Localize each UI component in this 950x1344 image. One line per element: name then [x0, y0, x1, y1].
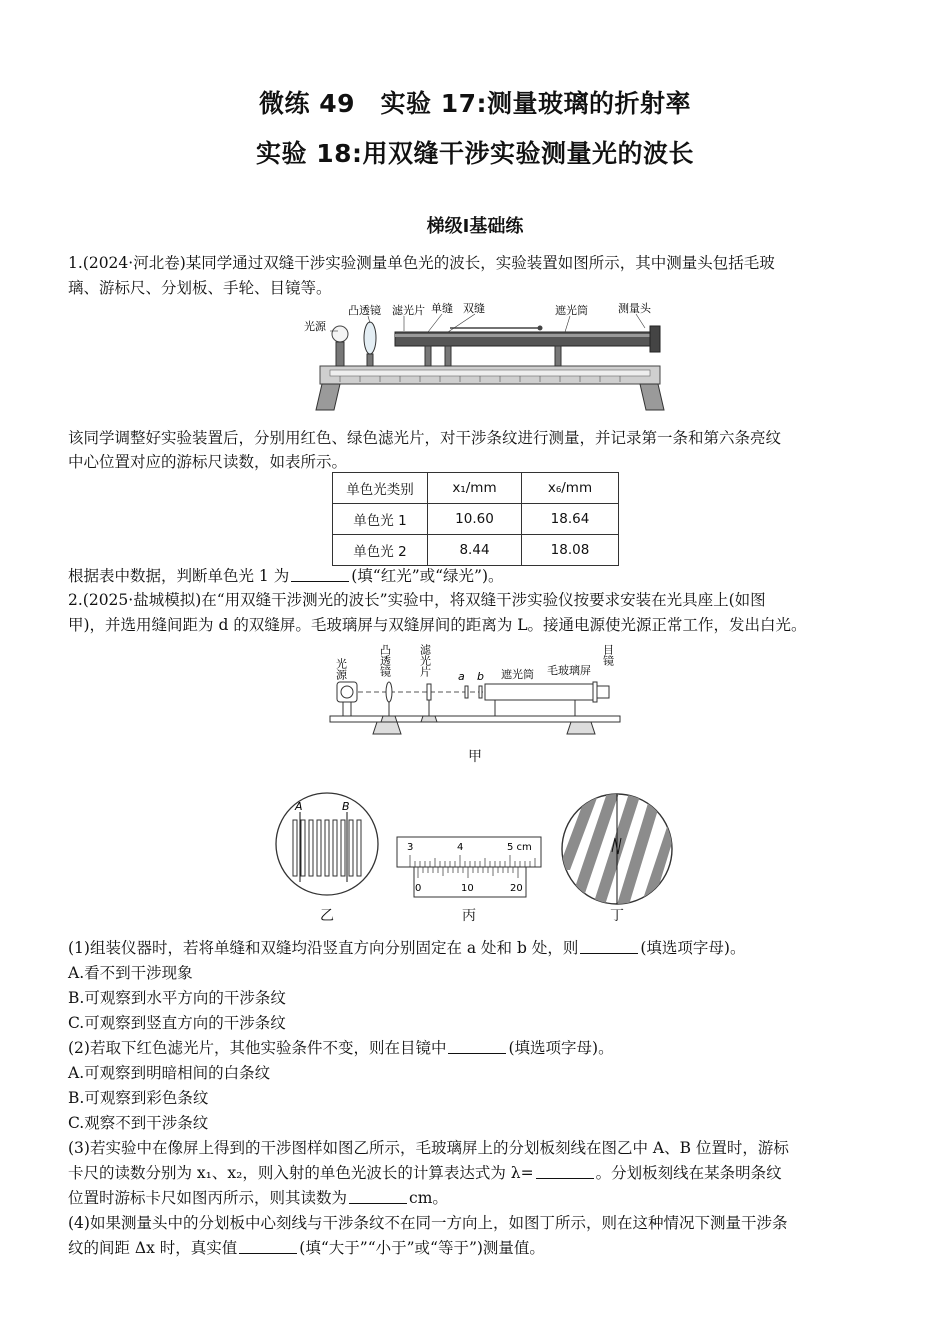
label-double-slit: 双缝: [463, 302, 485, 315]
q2-part2-option-a: A.可观察到明暗相间的白条纹: [68, 1064, 271, 1082]
caption-yi: 乙: [320, 908, 334, 924]
q2-part1-a: (1)组装仪器时，若将单缝和双缝均沿竖直方向分别固定在 a 处和 b 处，则: [68, 939, 579, 957]
q1-text-line2: 璃、游标尺、分划板、手轮、目镜等。: [68, 279, 332, 297]
q1-question-a: 根据表中数据，判断单色光 1 为: [68, 567, 290, 585]
q2-part1-b: (填选项字母)。: [640, 939, 746, 957]
table-header-cell: x₁/mm: [428, 473, 522, 504]
table-cell: 单色光 2: [333, 535, 428, 566]
label-light-source: 光源: [304, 320, 326, 333]
q2-part3-line3-a: 位置时游标卡尺如图丙所示，则其读数为: [68, 1189, 348, 1207]
q2-part3-line1: (3)若实验中在像屏上得到的干涉图样如图乙所示，毛玻璃屏上的分划板刻线在图乙中 A、B 位置时，游标: [68, 1139, 789, 1157]
vernier-scale-label: 0: [415, 883, 422, 894]
answer-blank[interactable]: [448, 1038, 506, 1054]
vernier-scale-label: 10: [461, 883, 474, 894]
q2-part2-a: (2)若取下红色滤光片，其他实验条件不变，则在目镜中: [68, 1039, 447, 1057]
page-title-line1: 微练 49 实验 17:测量玻璃的折射率: [259, 89, 691, 118]
caption-jia: 甲: [468, 749, 482, 765]
q1-data-table: [332, 472, 619, 566]
label-convex-lens: 凸透镜: [348, 304, 381, 317]
jia-label-light-tube: 遮光筒: [501, 668, 534, 681]
table-header-cell: 单色光类别: [333, 473, 428, 504]
caption-ding: 丁: [610, 908, 624, 924]
q1-question-b: (填“红光”或“绿光”)。: [351, 567, 504, 585]
q1-after-line2: 中心位置对应的游标尺读数，如表所示。: [68, 453, 348, 471]
page-title-line2: 实验 18:用双缝干涉实验测量光的波长: [256, 139, 694, 168]
q2-part1-option-a: A.看不到干涉现象: [68, 964, 193, 982]
q2-part4-line2: [68, 1237, 888, 1259]
q2-part1-option-b: B.可观察到水平方向的干涉条纹: [68, 989, 286, 1007]
table-header-cell: x₆/mm: [522, 473, 619, 504]
jia-label-b: b: [477, 670, 484, 683]
q2-text-line1: 2.(2025·盐城模拟)在“用双缝干涉测光的波长”实验中，将双缝干涉实验仪按要求安装在光具座上(如图: [68, 591, 766, 609]
main-scale-label: 4: [457, 842, 464, 853]
jia-label-screen: 毛玻璃屏: [547, 664, 591, 677]
table-row: [333, 504, 619, 535]
q2-part2-option-c: C.观察不到干涉条纹: [68, 1114, 209, 1132]
table-cell: 18.64: [522, 504, 619, 535]
q1-question: [68, 565, 888, 587]
q2-part3-line2-a: 卡尺的读数分别为 x₁、x₂，则入射的单色光波长的计算表达式为 λ=: [68, 1164, 534, 1182]
jia-label-light-source: 光源: [334, 658, 348, 680]
answer-blank[interactable]: [536, 1163, 594, 1179]
q2-part3-line2: [68, 1162, 888, 1184]
main-scale-label: 3: [407, 842, 414, 853]
label-filter: 滤光片: [392, 304, 425, 317]
q2-part3-line3: [68, 1187, 888, 1209]
fig-bing-vernier: [396, 836, 542, 898]
answer-blank[interactable]: [291, 566, 349, 582]
table-cell: 18.08: [522, 535, 619, 566]
q2-text-line2: 甲)，并选用缝间距为 d 的双缝屏。毛玻璃屏与双缝屏间的距离为 L。接通电源使光源正常工作，发出白光。: [68, 616, 807, 634]
jia-label-convex-lens: 凸透镜: [378, 644, 392, 677]
q1-apparatus-figure: [300, 298, 680, 413]
label-light-tube: 遮光筒: [555, 304, 588, 317]
fig-jia-apparatus: [325, 640, 630, 740]
q2-part3-line2-b: 。分划板刻线在某条明条纹: [595, 1164, 782, 1182]
fig-yi-pattern: [273, 790, 381, 898]
answer-blank[interactable]: [239, 1238, 297, 1254]
caption-bing: 丙: [462, 908, 476, 924]
table-cell: 10.60: [428, 504, 522, 535]
q2-part4-line2-b: (填“大于”“小于”或“等于”)测量值。: [299, 1239, 545, 1257]
label-measuring-head: 测量头: [618, 302, 651, 315]
table-row: [333, 535, 619, 566]
fig-ding-tilted-fringes: [558, 790, 676, 908]
label-single-slit: 单缝: [431, 302, 453, 315]
jia-label-eyepiece: 目镜: [601, 644, 615, 666]
q1-text-line1: 1.(2024·河北卷)某同学通过双缝干涉实验测量单色光的波长，实验装置如图所示，其中测量头包括毛玻: [68, 254, 775, 272]
q2-part4-line1: (4)如果测量头中的分划板中心刻线与干涉条纹不在同一方向上，如图丁所示，则在这种情况下测量干涉条: [68, 1214, 788, 1232]
table-cell: 8.44: [428, 535, 522, 566]
q2-part2: [68, 1037, 888, 1059]
answer-blank[interactable]: [580, 938, 638, 954]
q2-part1-option-c: C.可观察到竖直方向的干涉条纹: [68, 1014, 286, 1032]
jia-label-filter: 滤光片: [418, 644, 432, 677]
vernier-scale-label: 20: [510, 883, 523, 894]
q1-after-line1: 该同学调整好实验装置后，分别用红色、绿色滤光片，对干涉条纹进行测量，并记录第一条和第六条亮纹: [68, 429, 782, 447]
answer-blank[interactable]: [349, 1188, 407, 1204]
q2-part4-line2-a: 纹的间距 Δx 时，真实值: [68, 1239, 238, 1257]
q2-part1: [68, 937, 888, 959]
q2-part2-b: (填选项字母)。: [508, 1039, 614, 1057]
yi-label-B: B: [342, 800, 350, 813]
q2-part3-line3-b: cm。: [409, 1189, 448, 1207]
section-heading: 梯级Ⅰ基础练: [426, 216, 524, 237]
jia-label-a: a: [458, 670, 465, 683]
table-header-row: [333, 473, 619, 504]
q2-part2-option-b: B.可观察到彩色条纹: [68, 1089, 209, 1107]
yi-label-A: A: [295, 800, 303, 813]
table-cell: 单色光 1: [333, 504, 428, 535]
main-scale-label: 5 cm: [507, 842, 532, 853]
